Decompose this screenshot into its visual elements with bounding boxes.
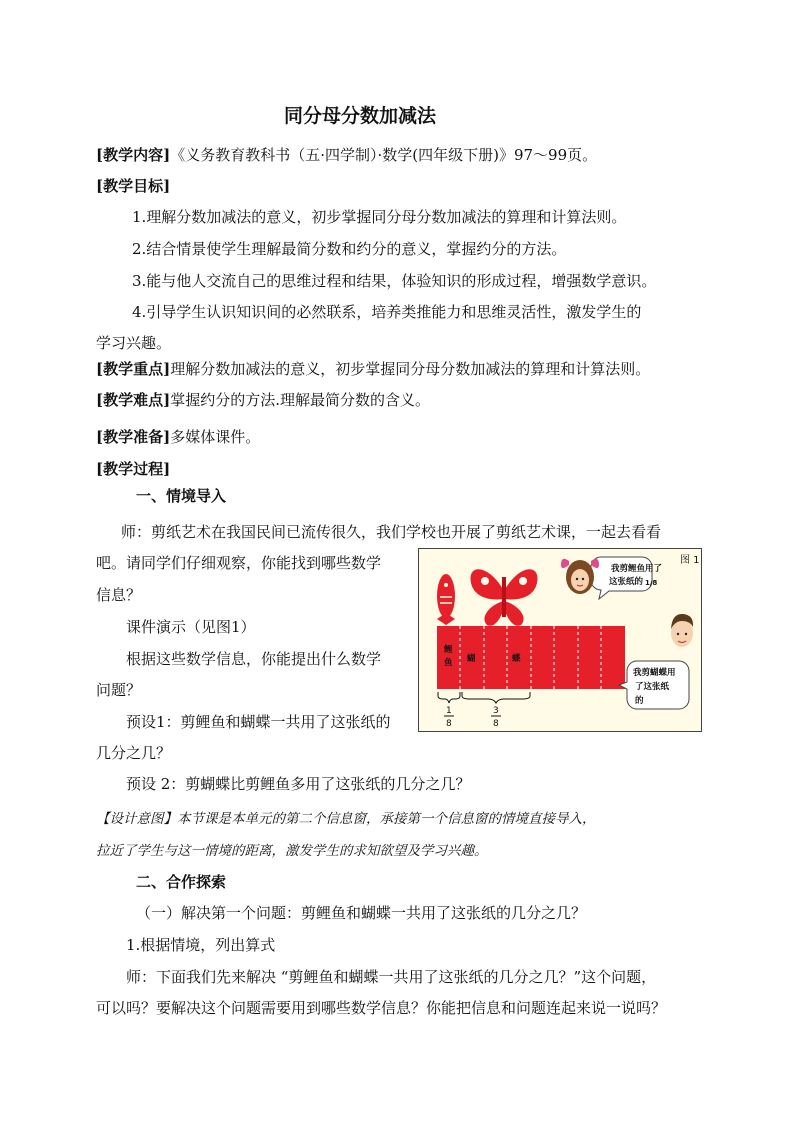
fraction-1-den: 8 <box>446 719 452 729</box>
preparation-label: [教学准备] <box>96 428 171 446</box>
section1-heading: 一、情境导入 <box>136 487 227 505</box>
bubble-bottom-line1: 我剪蝴蝶用 <box>633 668 676 678</box>
design-intent-line2: 拉近了学生与这一情境的距离，激发学生的求知欲望及学习兴趣。 <box>96 843 488 859</box>
section2-para-line1: 师：下面我们先来解决 “剪鲤鱼和蝴蝶一共用了这张纸的几分之几？”这个问题， <box>126 968 657 986</box>
butterfly-papercut <box>471 569 538 626</box>
fraction-2-den: 8 <box>493 719 499 729</box>
section1-para1-line1: 师：剪纸艺术在我国民间已流传很久，我们学校也开展了剪纸艺术课，一起去看看 <box>121 523 662 541</box>
section2-heading: 二、合作探索 <box>136 873 227 891</box>
bar-butterfly-label-2: 蝶 <box>512 654 521 664</box>
girl-avatar <box>561 559 599 594</box>
process-label: [教学过程] <box>96 460 171 478</box>
section2-step1: 1.根据情境，列出算式 <box>126 936 276 954</box>
bubble-top-line1: 我剪鲤鱼用了 <box>611 564 663 574</box>
figure-1 <box>418 548 702 732</box>
fish-papercut <box>437 574 455 625</box>
preparation-text: 多媒体课件。 <box>170 428 261 446</box>
bar-fish-label-1: 鲤 <box>444 645 453 655</box>
section2-sub1: （一）解决第一个问题：剪鲤鱼和蝴蝶一共用了这张纸的几分之几？ <box>136 904 587 922</box>
key-point-text: 理解分数加减法的意义，初步掌握同分母分数加减法的算理和计算法则。 <box>170 360 651 378</box>
preparation <box>96 427 260 447</box>
brace-fish <box>438 692 460 703</box>
section1-demo: 课件演示（见图1） <box>126 618 256 636</box>
goal-item-4-cont: 学习兴趣。 <box>96 334 172 352</box>
section1-ask-line2: 问题？ <box>96 681 142 699</box>
figure-label: 图 1 <box>680 555 700 566</box>
bubble-top-fraction: 1/8 <box>645 579 658 587</box>
section1-preset1-line1: 预设1：剪鲤鱼和蝴蝶一共用了这张纸的 <box>126 713 391 731</box>
bar-butterfly-label-1: 蝴 <box>467 654 476 664</box>
bar-fish-label-2: 鱼 <box>444 658 453 668</box>
section1-para1-line2: 吧。请同学们仔细观察，你能找到哪些数学 <box>96 554 382 572</box>
bubble-bottom-line3: 的 <box>635 696 644 706</box>
teaching-content-text: 《义务教育教科书（五·四学制）·数学(四年级下册)》97～99页。 <box>170 146 598 164</box>
paper-strip <box>437 626 625 689</box>
goal-item-3: 3.能与他人交流自己的思维过程和结果，体验知识的形成过程，增强数学意识。 <box>132 272 657 290</box>
design-intent-line1: 【设计意图】本节课是本单元的第二个信息窗，承接第一个信息窗的情境直接导入， <box>96 811 596 827</box>
figure-1-canvas <box>419 549 703 733</box>
teaching-goals-label: [教学目标] <box>96 177 171 195</box>
goal-item-2: 2.结合情景使学生理解最简分数和约分的意义，掌握约分的方法。 <box>132 240 567 258</box>
difficulty <box>96 390 430 410</box>
difficulty-text: 掌握约分的方法.理解最简分数的含义。 <box>170 391 430 409</box>
fraction-1-num: 1 <box>446 706 452 716</box>
section1-preset2: 预设 2：剪蝴蝶比剪鲤鱼多用了这张纸的几分之几？ <box>126 775 471 793</box>
section1-preset1-line2: 几分之几？ <box>96 744 172 762</box>
teaching-content <box>96 145 597 165</box>
page-title: 同分母分数加减法 <box>284 105 437 127</box>
key-point-label: [教学重点] <box>96 360 171 378</box>
goal-item-1: 1.理解分数加减法的意义，初步掌握同分母分数加减法的算理和计算法则。 <box>132 208 627 226</box>
boy-avatar <box>671 614 693 647</box>
teaching-content-label: [教学内容] <box>96 146 171 164</box>
section2-para-line2: 可以吗？要解决这个问题需要用到哪些数学信息？你能把信息和问题连起来说一说吗？ <box>96 999 667 1017</box>
fraction-2-num: 3 <box>493 706 499 716</box>
key-point <box>96 359 650 379</box>
difficulty-label: [教学难点] <box>96 391 171 409</box>
bubble-bottom-line2: 了这张纸 <box>635 682 670 692</box>
brace-butterfly <box>462 692 530 703</box>
section1-ask-line1: 根据这些数学信息，你能提出什么数学 <box>126 650 382 668</box>
goal-item-4: 4.引导学生认识知识间的必然联系，培养类推能力和思维灵活性，激发学生的 <box>132 303 642 321</box>
section1-para1-line3: 信息？ <box>96 586 142 604</box>
bubble-top-line2: 这张纸的 <box>609 577 644 587</box>
